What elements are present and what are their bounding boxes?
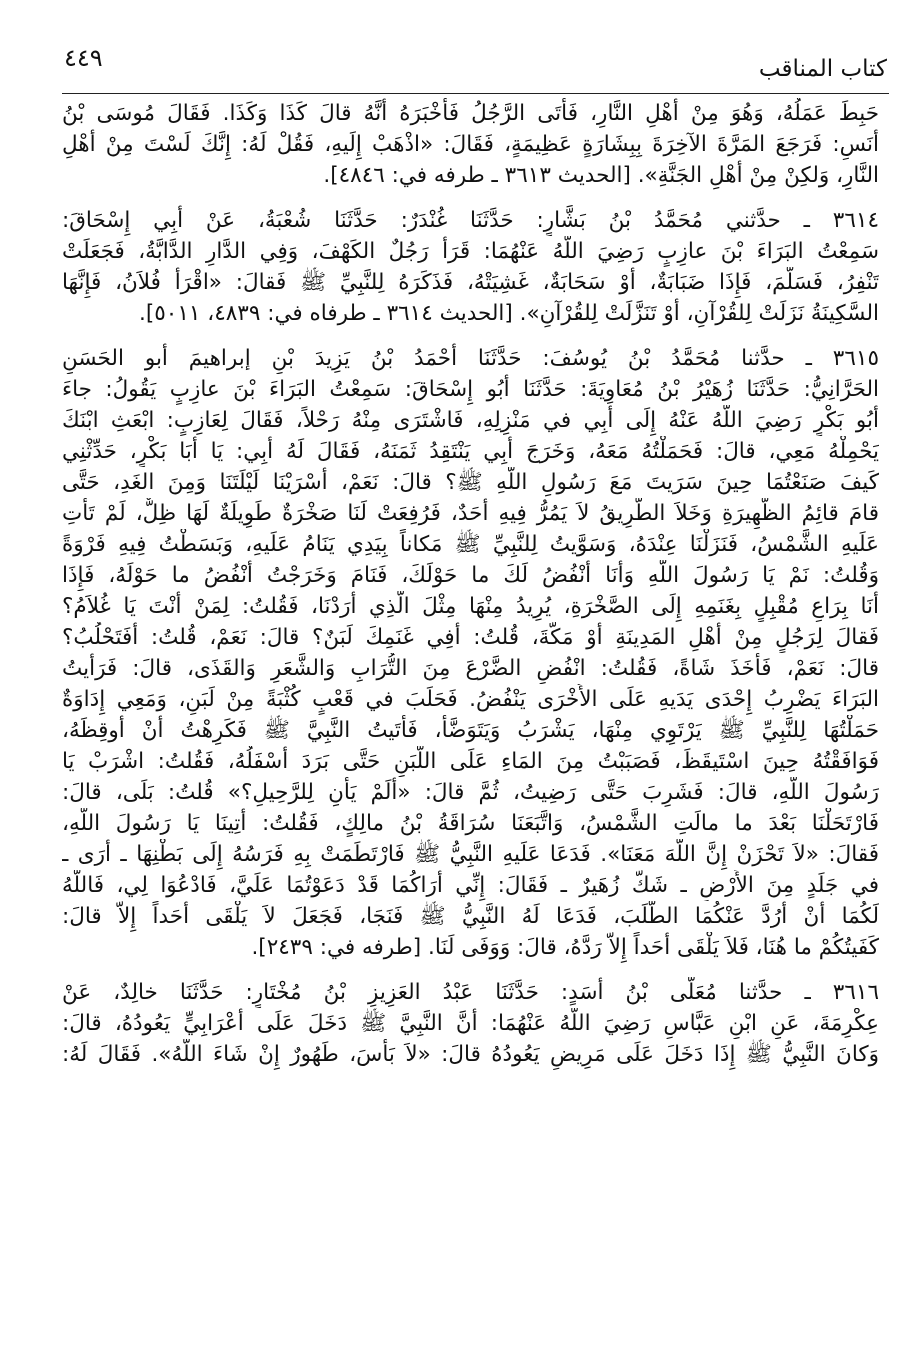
text-line: أَنَسٍ: فَرَجَعَ المَرَّةَ الآخِرَةَ بِبِشَارَةٍ عَظِيمَةٍ، فَقَالَ: «اذْهَبْ إِلَيهِ، فَقُلْ لَهُ: إِنَّكَ لَسْتَ مِنْ أَهْلِ (62, 132, 879, 157)
text-line: فَقالَ لِرَجُلٍ مِنْ أَهْلِ المَدِينَةِ أَوْ مَكَّةَ، قُلتُ: أَفِي غَنَمِكَ لَبَنٌ؟ قالَ: نَعَمْ، قُلتُ: أَفَتَحْلُبُ؟ (62, 625, 879, 650)
text-line: ٣٦١٥ ـ حدَّثنا مُحَمَّدُ بْنُ يُوسُفَ: حَدَّثَنَا أَحْمَدُ بْنُ يَزِيدَ بْنِ إبراهيمَ أبو الحَسَنِ (62, 346, 879, 371)
text-line: في جَلَدٍ مِنَ الأَرْضِ ـ شَكَّ زُهَيرٌ ـ فَقَالَ: إِنِّي أُرَاكُمَا قَدْ دَعَوْتُمَا عَلَيَّ، فَادْعُوَا لِي، فَاللَّهُ (62, 873, 879, 898)
paragraph (62, 98, 879, 191)
text-line: فَقالَ: «لاَ تَحْزَنْ إِنَّ اللَّهَ مَعَنَا». فَدَعَا عَلَيهِ النَّبِيُّ ﷺ فَارْتَطَمَتْ بِهِ فَرَسُهُ إِلَى بَطْنِهَا ـ أُرَى ـ (62, 842, 879, 867)
paragraph-gap (62, 963, 879, 977)
text-line: عِكْرِمَةَ، عَنِ ابْنِ عَبَّاسٍ رَضِيَ اللَّهُ عَنْهُمَا: أَنَّ النَّبِيَّ ﷺ دَخَلَ عَلَى أَعْرَابِيٍّ يَعُودُهُ، قالَ: (62, 1011, 879, 1036)
text-line: قالَ: نَعَمْ، فَأَخَذَ شَاةً، فَقُلتُ: انْفُضِ الضَّرْعَ مِنَ التُّرَابِ وَالشَّعَرِ وَالقَذَى، قالَ: فَرَأَيتُ (62, 656, 879, 681)
page-number: ٤٤٩ (64, 44, 103, 72)
text-line: حَمَلْتُهَا لِلنَّبِيِّ ﷺ يَرْتَوِي مِنْهَا، يَشْرَبُ وَيَتَوَضَّأُ، فَأَتَيتُ النَّبِيَّ ﷺ فَكَرِهْتُ أَنْ أُوقِظَهُ، (62, 718, 879, 743)
text-line: تَنْفِرُ، فَسَلَّمَ، فَإِذَا ضَبَابَةٌ، أَوْ سَحَابَةٌ، غَشِيَتْهُ، فَذَكَرَهُ لِلنَّبِيِّ ﷺ فَقالَ: «اقْرَأْ فُلاَنُ، فَإِنَّهَا (62, 270, 879, 295)
text-line: سَمِعْتُ البَرَاءَ بْنَ عازِبٍ رَضِيَ اللَّهُ عَنْهُمَا: قَرَأَ رَجُلٌ الكَهْفَ، وَفِي الدَّارِ الدَّابَّةُ، فَجَعَلَتْ (62, 239, 879, 264)
text-line: أَنَا بِرَاعٍ مُقْبِلٍ بِغَنَمِهِ إِلَى الصَّخْرَةِ، يُرِيدُ مِنْهَا مِثْلَ الَّذِي أَرَدْنَا، فَقُلتُ: لِمَنْ أَنْتَ يَا غُلاَمُ؟ (62, 594, 879, 619)
main-text (62, 98, 879, 1070)
text-line: ٣٦١٦ ـ حدَّثنا مُعَلَّى بْنُ أَسَدٍ: حَدَّثَنَا عَبْدُ العَزِيزِ بْنُ مُخْتَارٍ: حَدَّثَنَا خالِدٌ، عَنْ (62, 980, 879, 1005)
text-line: وَكانَ النَّبِيُّ ﷺ إِذَا دَخَلَ عَلَى مَرِيضٍ يَعُودُهُ قالَ: «لاَ بَأْسَ، طَهُورٌ إِنْ شَاءَ اللَّهُ». فَقَالَ لَهُ: (62, 1042, 879, 1067)
paragraph-gap (62, 329, 879, 343)
text-line: قامَ قائِمُ الظَّهِيرَةِ وَخَلاَ الطَّرِيقُ لاَ يَمُرُّ فِيهِ أَحَدٌ، فَرُفِعَتْ لَنَا صَخْرَةٌ طَوِيلَةٌ لَهَا ظِلٌّ، لَمْ تَأْتِ (62, 501, 879, 526)
text-line: حَبِطَ عَمَلُهُ، وَهُوَ مِنْ أَهْلِ النَّارِ، فَأَتَى الرَّجُلُ فَأَخْبَرَهُ أَنَّهُ قالَ كَذَا وَكَذَا. فَقَالَ مُوسَى بْنُ (62, 101, 879, 126)
text-line: رَسُولَ اللَّهِ، قالَ: فَشَرِبَ حَتَّى رَضِيتُ، ثُمَّ قالَ: «أَلَمْ يَأْنِ لِلرَّحِيلِ؟» قُلتُ: بَلَى، قالَ: (62, 780, 879, 805)
paragraph (62, 977, 879, 1070)
text-line: لَكُمَا أَنْ أَرُدَّ عَنْكُمَا الطَّلَبَ، فَدَعَا لَهُ النَّبِيُّ ﷺ فَنَجَا، فَجَعَلَ لاَ يَلْقَى أَحَداً إِلاَّ قالَ: (62, 904, 879, 929)
text-line: فَارْتَحَلْنَا بَعْدَ ما مالَتِ الشَّمْسُ، وَاتَّبَعَنَا سُرَاقَةُ بْنُ مالِكٍ، فَقُلتُ: أُتِينَا يَا رَسُولَ اللَّهِ، (62, 811, 879, 836)
text-line: وَقُلتُ: نَمْ يَا رَسُولَ اللَّهِ وَأَنَا أَنْفُضُ لَكَ ما حَوْلَكَ، فَنَامَ وَخَرَجْتُ أَنْفُضُ ما حَوْلَهُ، فَإِذَا (62, 563, 879, 588)
book-title: كتاب المناقب (758, 56, 887, 82)
header-divider (62, 93, 889, 94)
text-line: النَّارِ، وَلكِنْ مِنْ أَهْلِ الجَنَّةِ». [الحديث ٣٦١٣ ـ طرفه في: ٤٨٤٦]. (323, 163, 879, 188)
text-line: عَلَيهِ الشَّمْسُ، فَنَزَلْنَا عِنْدَهُ، وَسَوَّيتُ لِلنَّبِيِّ ﷺ مَكاناً بِيَدِي يَنَامُ عَلَيهِ، وَبَسَطْتُ فِيهِ فَرْوَةً (62, 532, 879, 557)
text-line: أَبُو بَكْرٍ رَضِيَ اللَّهُ عَنْهُ إِلَى أَبِي في مَنْزِلِهِ، فَاشْتَرَى مِنْهُ رَحْلاً، فَقَالَ لِعَازِبٍ: ابْعَثِ ابْنَكَ (62, 408, 879, 433)
paragraph-gap (62, 191, 879, 205)
text-line: البَرَاءَ يَضْرِبُ إِحْدَى يَدَيهِ عَلَى الأُخْرَى يَنْفُضُ. فَحَلَبَ في قَعْبٍ كُثْبَةً مِنْ لَبَنٍ، وَمَعِي إِدَاوَةٌ (62, 687, 879, 712)
text-line: كَيفَ صَنَعْتُمَا حِينَ سَرَيتَ مَعَ رَسُولِ اللَّهِ ﷺ؟ قالَ: نَعَمْ، أَسْرَيْنَا لَيْلَتَنَا وَمِنَ الغَدِ، حَتَّى (62, 470, 879, 495)
text-line: يَحْمِلْهُ مَعِي، قالَ: فَحَمَلْتُهُ مَعَهُ، وَخَرَجَ أَبِي يَنْتَقِدُ ثَمَنَهُ، فَقَالَ لَهُ أَبِي: يَا أَبَا بَكْرٍ، حَدِّثْنِي (62, 439, 879, 464)
text-line: ٣٦١٤ ـ حدَّثني مُحَمَّدُ بْنُ بَشَّارٍ: حَدَّثَنَا غُنْدَرٌ: حَدَّثَنَا شُعْبَةُ، عَنْ أَبِي إِسْحَاقَ: (62, 208, 879, 233)
paragraph (62, 343, 879, 963)
text-line: الحَرَّانِيُّ: حَدَّثَنَا زُهَيْرُ بْنُ مُعَاوِيَةَ: حَدَّثَنَا أَبُو إِسْحَاقَ: سَمِعْتُ البَرَاءَ بْنَ عازِبٍ يَقُولُ: جاءَ (62, 377, 879, 402)
paragraph (62, 205, 879, 329)
text-line: فَوَافَقْتُهُ حِينَ اسْتَيقَظَ، فَصَبَبْتُ مِنَ المَاءِ عَلَى اللَّبَنِ حَتَّى بَرَدَ أَسْفَلُهُ، فَقُلتُ: اشْرَبْ يَا (62, 749, 879, 774)
page-header (62, 36, 889, 94)
text-line: كَفَيتُكُمْ ما هُنَا، فَلاَ يَلْقَى أَحَداً إِلاَّ رَدَّهُ، قالَ: وَوَفَى لَنَا. [طرفه في: ٢٤٣٩]. (251, 935, 879, 960)
text-line: السَّكِينَةُ نَزَلَتْ لِلقُرْآنِ، أَوْ تَنَزَّلَتْ لِلقُرْآنِ». [الحديث ٣٦١٤ ـ طرفاه في: ٤٨٣٩، ٥٠١١]. (138, 301, 879, 326)
